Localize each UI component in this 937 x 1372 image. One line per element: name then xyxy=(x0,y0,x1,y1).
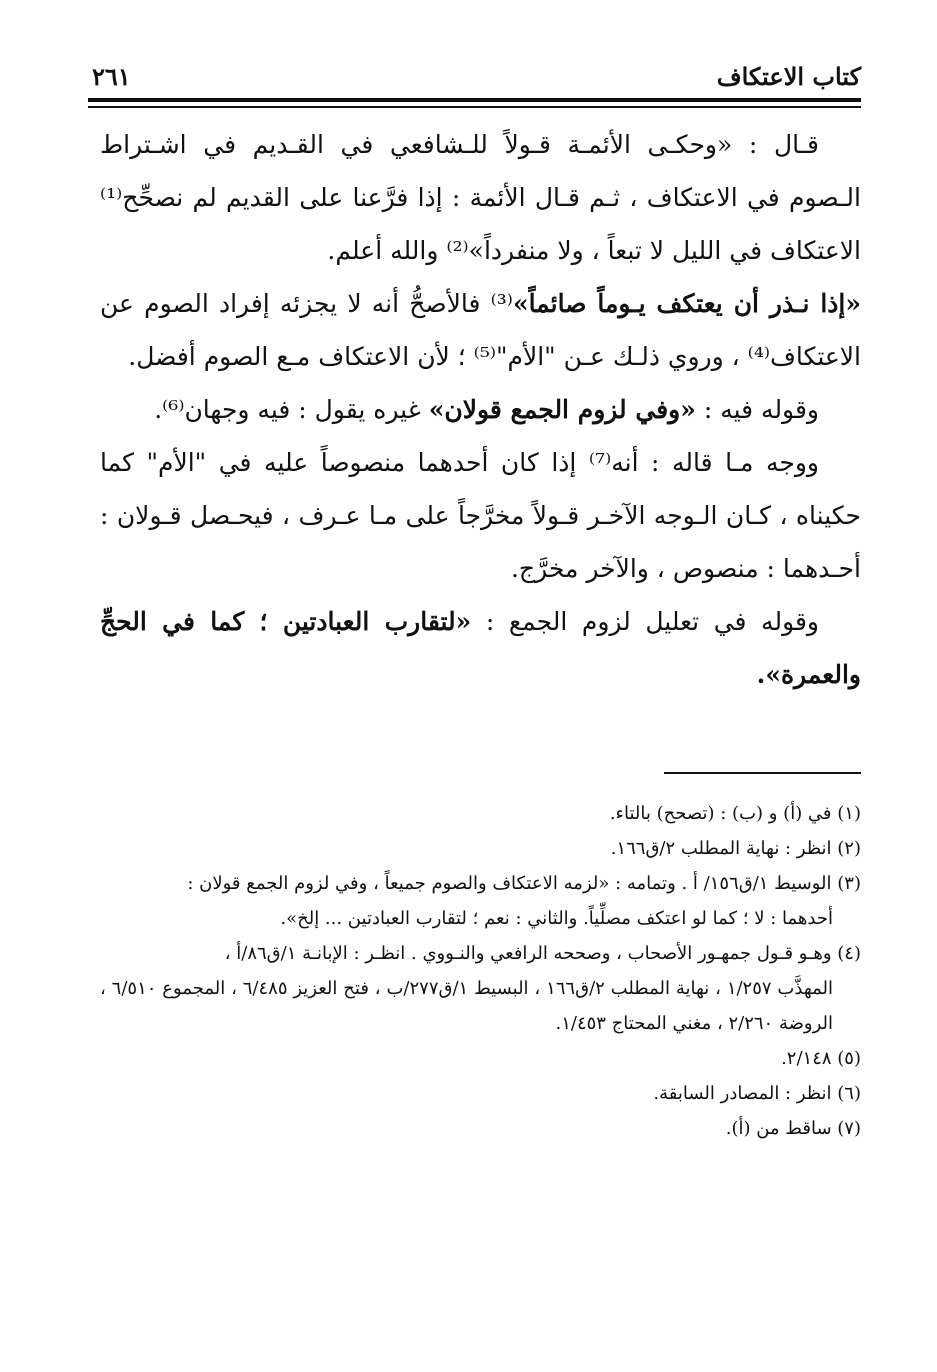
page-number: ٢٦١ xyxy=(92,62,131,91)
footnote-text: (٧) ساقط من (أ). xyxy=(725,1118,861,1139)
footnote-2 xyxy=(100,831,861,866)
paragraph-3 xyxy=(100,383,861,436)
paragraph-2-text: ⁽³⁾ فالأصحُّ أنه لا يجزئه إفراد الصوم عن الاعتكاف⁽⁴⁾ ، وروي ذلـك عـن "الأم"⁽⁵⁾ ؛ لأن الاعتكاف مـع الصوم أفضل. xyxy=(100,289,861,371)
running-header xyxy=(88,58,861,92)
paragraph-5-start: وقوله في تعليل لزوم الجمع : xyxy=(471,607,820,636)
header-rule-thick xyxy=(88,98,861,102)
footnote-text: (١) في (أ) و (ب) : (تصحح) بالتاء. xyxy=(609,803,861,824)
paragraph-2 xyxy=(100,277,861,383)
footnote-1 xyxy=(100,796,861,831)
footnote-text: (٦) انظر : المصادر السابقة. xyxy=(653,1083,861,1104)
footnote-6 xyxy=(100,1076,861,1111)
main-text xyxy=(100,118,861,701)
paragraph-4: ووجه مـا قاله : أنه⁽⁷⁾ إذا كان أحدهما منصوصاً عليه في "الأم" كما حكيناه ، كـان الـوجه الآخـر قـولاً مخرَّجاً على مـا عـرف ، فيحـصل قـولان : أحـدهما : منصوص ، والآخر مخرَّج. xyxy=(100,448,861,583)
paragraph-3-end: غيره يقول : فيه وجهان⁽⁶⁾. xyxy=(154,395,429,424)
header-rule-thin xyxy=(88,106,861,108)
footnote-continuation: المهذَّب ١/٢٥٧ ، نهاية المطلب ٢/ق١٦٦ ، البسيط ١/ق٢٧٧/ب ، فتح العزيز ٦/٤٨٥ ، المجموع ٦/٥١٠ ، الروضة ٢/٢٦٠ ، مغني المحتاج ١/٤٥٣. xyxy=(100,978,834,1034)
quoted-phrase: «لتقارب العبادتين ؛ كما في الحجِّ والعمرة». xyxy=(100,607,861,689)
footnote-text: (٥) ٢/١٤٨. xyxy=(781,1048,861,1069)
footnote-3 xyxy=(100,866,861,936)
paragraph-3-start: وقوله فيه : xyxy=(695,395,819,424)
footnote-separator xyxy=(664,772,861,774)
paragraph-5 xyxy=(100,595,861,701)
footnotes-list xyxy=(100,796,861,1146)
paragraph-1: قـال : «وحكـى الأئمـة قـولاً للـشافعي في القـديم في اشـتراط الـصوم في الاعتكاف ، ثـم قـال الأئمة : إذا فرَّعنا على القديم لم نصحِّح⁽¹⁾ الاعتكاف في الليل لا تبعاً ، ولا منفرداً»⁽²⁾ والله أعلم. xyxy=(100,130,861,265)
footnote-7 xyxy=(100,1111,861,1146)
quoted-phrase: «وفي لزوم الجمع قولان» xyxy=(428,395,696,424)
footnote-5 xyxy=(100,1041,861,1076)
footnote-text: (٢) انظر : نهاية المطلب ٢/ق١٦٦. xyxy=(610,838,861,859)
quoted-phrase: «إذا نـذر أن يعتكف يـوماً صائماً» xyxy=(512,289,861,318)
footnote-4 xyxy=(100,936,861,1041)
footnote-text: (٤) وهـو قـول جمهـور الأصحاب ، وصححه الرافعي والنـووي . انظـر : الإبانـة ١/ق٨٦/أ ، xyxy=(224,943,861,964)
chapter-title: كتاب الاعتكاف xyxy=(716,62,861,91)
footnote-text: (٣) الوسيط ١/ق١٥٦/ أ . وتمامه : «لزمه الاعتكاف والصوم جميعاً ، وفي لزوم الجمع قولان : xyxy=(187,873,861,894)
footnote-continuation: أحدهما : لا ؛ كما لو اعتكف مصلِّياً. والثاني : نعم ؛ لتقارب العبادتين ... إلخ». xyxy=(280,908,833,929)
